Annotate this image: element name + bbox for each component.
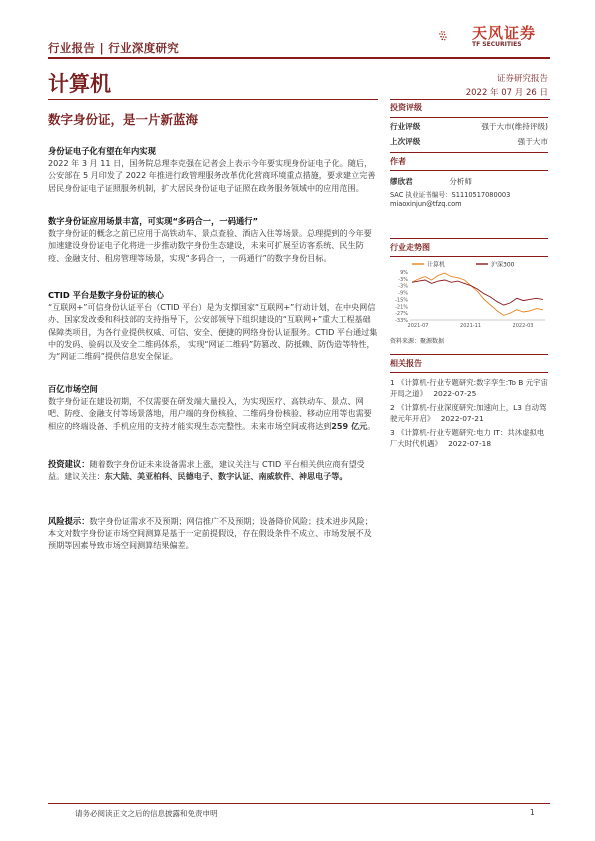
related-title: 《计算机-行业专题研究:数字孪生:To B 元宇宙开局之道》 [390, 378, 548, 398]
rating-heading: 投资评级 [390, 103, 422, 112]
section-body [48, 395, 378, 432]
y-tick-label: 9% [400, 270, 408, 276]
related-item[interactable] [390, 402, 548, 424]
related-date: 2022-07-21 [440, 414, 484, 423]
series-line-csi300 [412, 280, 543, 305]
related-item[interactable] [390, 427, 548, 449]
logo-icon [438, 18, 472, 54]
related-title: 《计算机-行业专题研究:电力 IT：共沐虚拟电厂大时代机遇》 [390, 428, 545, 448]
report-type: 证券研究报告 [496, 74, 548, 84]
section-2 [48, 215, 378, 264]
section-body: 数字身份证的概念之前已应用于高铁动车、景点查验、酒店入住等场景。总理提到的今年要加速建设身份证电子化将进一步推动数字身份生态建设，未来可扩展至访客系统、民生防疫、金融支付、租房管理等场景，实现“多码合一，一码通行”的数字身份目标。 [48, 228, 372, 263]
prev-rating-value: 强于大市 [517, 137, 548, 146]
x-tick-label: 2021-11 [460, 323, 481, 329]
trend-top-divider [390, 238, 548, 239]
advice-text: 随着数字身份证未来设备需求上涨，建议关注与 CTID 平台相关供应商有望受益。建议关注： [48, 459, 365, 482]
y-tick-label: -9% [398, 290, 408, 297]
market-size: 259 亿元 [331, 420, 368, 431]
page-number: 1 [530, 808, 535, 817]
author-divider [390, 170, 548, 171]
author-email[interactable]: miaoxinjun@tfzq.com [390, 200, 462, 208]
related-date: 2022-07-25 [433, 389, 477, 398]
related-heading: 相关报告 [390, 359, 422, 368]
x-tick-label: 2021-07 [407, 323, 429, 329]
author-heading: 作者 [390, 157, 406, 166]
investment-advice [48, 458, 378, 482]
y-tick-label: -3% [398, 283, 408, 290]
trend-chart [390, 258, 550, 332]
industry-rating-label: 行业评级 [390, 122, 421, 131]
y-tick-label: -3% [398, 276, 408, 283]
related-title: 《计算机-行业深度研究:加速向上，L3 自动驾驶元年开启》 [390, 403, 547, 423]
section-body-text: 数字身份证在建设初期，不仅需要在研发端大量投入，为实现医疗、高铁动车、景点、网吧、防疫、金融支付等场景落地，用户端的身份核验、二维码身份核验、移动应用等也需要相应的终端设备、手机应用的支持才能实现生态完整性。未来市场空间或将达到 [48, 396, 372, 431]
industry-rating-value: 强于大市(维持评级) [481, 122, 548, 131]
section-body-end: 。 [367, 420, 376, 431]
author-box [390, 152, 548, 208]
section-3 [48, 289, 378, 362]
trend-divider [390, 256, 548, 257]
legend-label: 沪深300 [491, 261, 515, 269]
section-heading: CTID 平台是数字身份证的核心 [48, 290, 164, 300]
section-heading: 身份证电子化有望在年内实现 [48, 146, 156, 156]
related-list [390, 377, 548, 449]
title-rule-right [390, 99, 550, 100]
report-title: 数字身份证，是一片新蓝海 [48, 112, 199, 127]
author-title: 分析师 [449, 177, 472, 186]
y-tick-label: -27% [395, 311, 408, 318]
advice-label: 投资建议： [48, 459, 90, 469]
section-heading: 百亿市场空间 [48, 384, 98, 394]
prev-rating-row [390, 136, 548, 147]
y-tick-label: -21% [395, 304, 408, 311]
risk-label: 风险提示： [48, 516, 90, 526]
section-heading: 数字身份证应用场景丰富，可实现“多码合一，一码通行” [48, 216, 259, 226]
logo-text-cn: 天风证券 [472, 24, 537, 42]
industry-title: 计算机 [48, 72, 111, 96]
rating-divider [390, 117, 548, 118]
related-no: 3 [390, 428, 395, 437]
related-date: 2022-07-18 [448, 439, 492, 448]
section-4 [48, 383, 378, 432]
section-body: 2022 年 3 月 11 日，国务院总理李克强在记者会上表示今年要实现身份证电子化。随后，公安部在 5 月印发了 2022 年推进行政管理服务改革优化营商环境重点措施，要求建立完善居民身份证电子证照服务机制，扩大居民身份证电子证照在政务服务领域中的应用范围。 [48, 158, 376, 193]
related-no: 1 [390, 378, 395, 387]
prev-rating-label: 上次评级 [390, 137, 421, 146]
risk-text: 数字身份证需求不及预期；网信推广不及预期；设备降价风险；技术进步风险；本文对数字身份证市场空间测算是基于一定前提假设，存在假设条件不成立、市场发展不及预期等因素导致市场空间测算结果偏差。 [48, 516, 373, 551]
legend-label: 计算机 [427, 261, 446, 269]
section-body: “互联网+”可信身份认证平台（CTID 平台）是为支撑国家“互联网+”行动计划，在中央网信办、国家发改委和科技部的支持指导下，公安部领导下组织建设的“互联网+”重大工程基础保障类项目，为各行业提供权威、可信、安全、便捷的网络身份认证服务。CTID 平台通过集中的发码、验码以及安全二维码体系， 实现“网证二维码”防篡改、防抵赖、防伪造等特性，为“网证二维码”提供信息安全保证。 [48, 302, 378, 362]
y-tick-label: -33% [395, 318, 408, 324]
y-tick-label: -15% [395, 297, 408, 304]
chart-source: 资料来源：聚源数据 [390, 338, 445, 345]
author-name: 缪欣君 [390, 177, 413, 186]
report-date: 2022 年 07 月 26 日 [465, 88, 548, 98]
author-row [390, 176, 548, 187]
x-tick-label: 2022-03 [512, 323, 534, 329]
related-item[interactable] [390, 377, 548, 399]
related-divider [390, 372, 548, 373]
trend-box [390, 238, 548, 257]
related-top-divider [390, 354, 548, 355]
series-line-computer [412, 273, 543, 315]
header-rule [48, 57, 550, 59]
title-rule [48, 99, 378, 100]
risk-warning [48, 515, 378, 552]
footer-rule [48, 803, 550, 804]
author-cert: SAC 执业证书编号：S1110517080003 [390, 191, 511, 199]
rating-box [390, 102, 548, 147]
footer-disclaimer: 请务必阅读正文之后的信息披露和免责申明 [75, 809, 218, 818]
report-category: 行业报告 | 行业深度研究 [48, 41, 180, 55]
section-1 [48, 145, 378, 194]
author-top-divider [390, 152, 548, 153]
advice-companies: 东大陆、美亚柏科、民德电子、数字认证、南威软件、神思电子等。 [104, 471, 348, 482]
logo-text-en: TF SECURITIES [472, 41, 522, 48]
industry-rating-row [390, 121, 548, 132]
trend-heading: 行业走势图 [390, 243, 430, 252]
related-box [390, 354, 548, 449]
related-no: 2 [390, 403, 395, 412]
